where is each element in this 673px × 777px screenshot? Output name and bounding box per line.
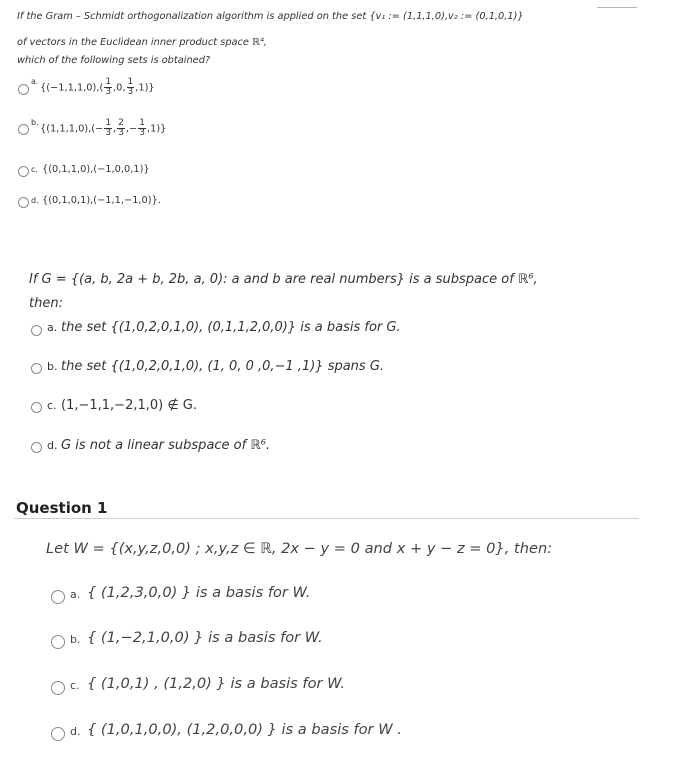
top-divider	[597, 7, 637, 8]
q1-a-frac2	[127, 78, 135, 97]
question1-option-d-text[interactable]: { (1,0,1,0,0), (1,2,0,0,0) } is a basis for W .	[87, 721, 402, 738]
question1-option-b-label: b.	[70, 633, 81, 646]
question1-option-c-radio[interactable]	[51, 681, 65, 695]
q1-a-mid: ,0,	[113, 82, 126, 94]
q1-b-frac1-num: 1	[105, 118, 112, 128]
q1-b-frac2-den: 3	[118, 128, 124, 138]
question1-option-d-label: d.	[70, 725, 81, 738]
q2-stem-line2: then:	[29, 296, 63, 311]
q1-stem-line2: of vectors in the Euclidean inner product space ℝ⁴,	[17, 37, 267, 48]
q1-b-frac3-num: 1	[139, 118, 145, 128]
q2-option-c-radio[interactable]	[31, 402, 42, 413]
q1-a-suffix: ,1)}	[135, 82, 155, 94]
q1-option-a-radio[interactable]	[18, 84, 29, 95]
question1-option-b-radio[interactable]	[51, 635, 65, 649]
q1-a-frac2-num: 1	[127, 77, 134, 87]
q1-option-c-text[interactable]: {(0,1,1,0),(−1,0,0,1)}	[42, 164, 150, 175]
q1-b-frac3-den: 3	[139, 128, 145, 138]
q1-stem-line3: which of the following sets is obtained?	[17, 55, 211, 66]
q2-option-d-text[interactable]: G is not a linear subspace of ℝ⁶.	[61, 438, 270, 453]
question-heading: Question 1	[16, 499, 108, 517]
q2-option-c-label: c.	[47, 399, 57, 412]
q2-option-a-radio[interactable]	[31, 325, 42, 336]
q1-option-d-label: d.	[31, 196, 39, 205]
q1-b-sep1: ,	[113, 123, 117, 135]
q1-a-frac1-den: 3	[105, 87, 112, 97]
q2-option-b-text[interactable]: the set {(1,0,2,0,1,0), (1, 0, 0 ,0,−1 ,1)} spans G.	[61, 359, 385, 374]
q2-option-a-text[interactable]: the set {(1,0,2,0,1,0), (0,1,1,2,0,0)} is a basis for G.	[61, 320, 401, 335]
q2-option-b-radio[interactable]	[31, 363, 42, 374]
question1-option-c-text[interactable]: { (1,0,1) , (1,2,0) } is a basis for W.	[87, 675, 346, 692]
question1-option-a-label: a.	[70, 588, 81, 601]
question1-stem: Let W = {(x,y,z,0,0) ; x,y,z ∈ ℝ, 2x − y = 0 and x + y − z = 0}, then:	[46, 540, 553, 557]
q1-option-a-label: a.	[31, 77, 39, 86]
q1-b-sep2: ,−	[125, 123, 138, 135]
q2-option-a-label: a.	[47, 321, 58, 334]
q1-a-frac1	[104, 78, 112, 97]
q2-option-c-text[interactable]: (1,−1,1,−2,1,0) ∉ G.	[61, 398, 198, 413]
q1-option-a-text[interactable]	[40, 78, 155, 97]
q2-option-b-label: b.	[47, 360, 58, 373]
q1-option-d-radio[interactable]	[18, 197, 29, 208]
q1-b-frac1-den: 3	[105, 128, 112, 138]
q1-option-c-label: c.	[31, 165, 38, 174]
q1-b-frac3	[138, 119, 146, 138]
question-divider	[14, 518, 639, 519]
q1-option-b-text[interactable]	[40, 119, 166, 138]
q1-a-frac1-num: 1	[105, 77, 112, 87]
q1-b-prefix: {(1,1,1,0),(−	[40, 123, 104, 135]
q2-stem-line1: If G = {(a, b, 2a + b, 2b, a, 0): a and b are real numbers} is a subspace of ℝ⁶,	[29, 272, 538, 287]
q1-option-b-label: b.	[31, 118, 39, 127]
q1-a-frac2-den: 3	[127, 87, 134, 97]
q1-b-frac2-num: 2	[118, 118, 124, 128]
q2-option-d-radio[interactable]	[31, 442, 42, 453]
q1-option-c-radio[interactable]	[18, 166, 29, 177]
q1-option-b-radio[interactable]	[18, 124, 29, 135]
q2-option-d-label: d.	[47, 439, 58, 452]
question1-option-d-radio[interactable]	[51, 727, 65, 741]
q1-b-frac2	[117, 119, 125, 138]
question1-option-a-radio[interactable]	[51, 590, 65, 604]
question1-option-c-label: c.	[70, 679, 80, 692]
q1-a-prefix: {(−1,1,1,0),(	[40, 82, 104, 94]
q1-option-d-text[interactable]: {(0,1,0,1),(−1,1,−1,0)}.	[42, 195, 161, 206]
question1-option-a-text[interactable]: { (1,2,3,0,0) } is a basis for W.	[87, 584, 311, 601]
question1-option-b-text[interactable]: { (1,−2,1,0,0) } is a basis for W.	[87, 629, 323, 646]
q1-b-frac1	[104, 119, 112, 138]
q1-stem-line1: If the Gram – Schmidt orthogonalization algorithm is applied on the set {v₁ := (1,1,1,0),v₂ := (0,1,0,1)}	[17, 11, 524, 22]
q1-b-suffix: ,1)}	[146, 123, 167, 135]
